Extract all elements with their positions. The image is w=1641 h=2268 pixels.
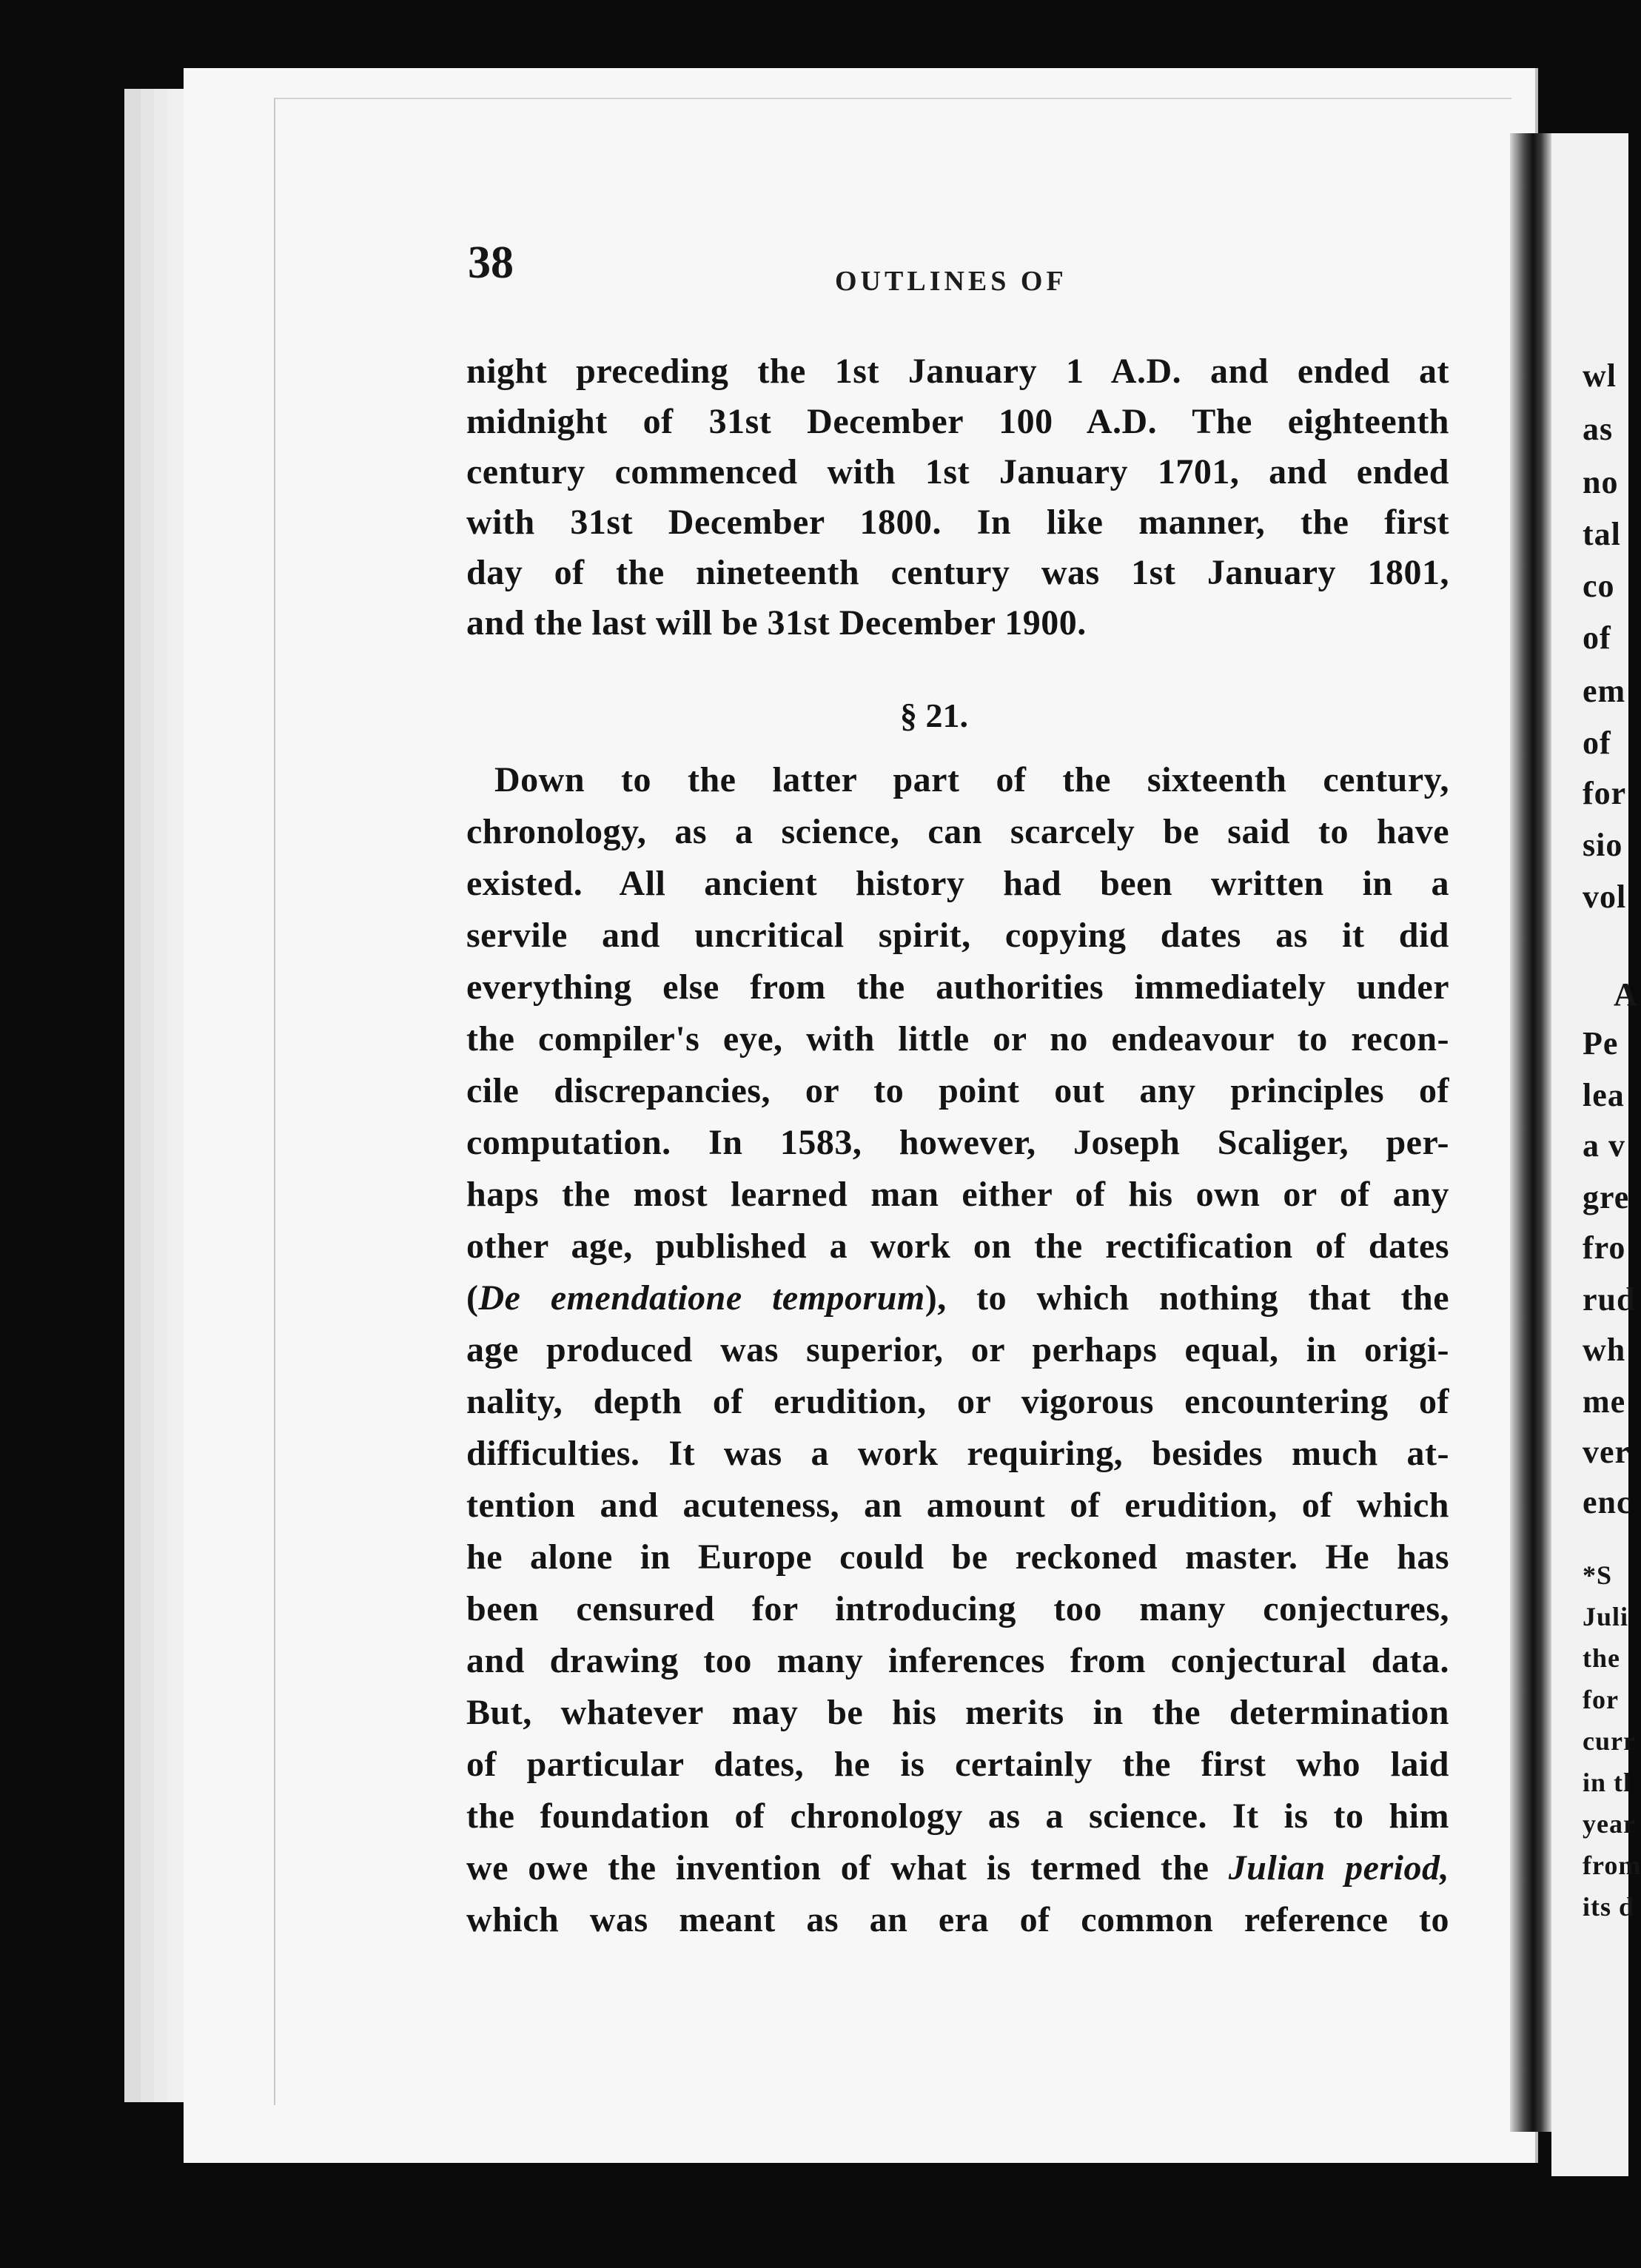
text-line-with-italic [466, 1278, 1450, 1318]
text-line: with 31st December 1800. In like manner, the first [466, 503, 1449, 542]
text-line: other age, published a work on the rectification of dates [466, 1227, 1449, 1266]
right-page-footnote: its d [1583, 1892, 1635, 1922]
right-page-fragment: co [1583, 568, 1615, 604]
page-number: 38 [468, 238, 514, 288]
right-page-fragment: of [1583, 725, 1611, 761]
text-line: of particular dates, he is certainly the first who laid [466, 1745, 1449, 1784]
text-run: ), to which nothing that the [924, 1278, 1450, 1318]
right-page-fragment: ver [1583, 1434, 1631, 1470]
right-page-fragment: sio [1583, 827, 1623, 863]
text-line: age produced was superior, or perhaps equal, in origi- [466, 1330, 1449, 1369]
right-page-footnote: in tl [1583, 1768, 1632, 1797]
text-line: computation. In 1583, however, Joseph Scaliger, per- [466, 1123, 1449, 1162]
right-page-footnote: from [1583, 1851, 1641, 1880]
text-line: the compiler's eye, with little or no endeavour to recon- [466, 1019, 1449, 1058]
right-page-fragment: wh [1583, 1332, 1626, 1368]
right-page-footnote: year [1583, 1809, 1636, 1839]
book-gutter [1510, 133, 1551, 2132]
text-line: everything else from the authorities immediately under [466, 967, 1449, 1007]
text-line: the foundation of chronology as a science. It is to him [466, 1796, 1449, 1836]
text-line: servile and uncritical spirit, copying dates as it did [466, 916, 1449, 955]
text-line: night preceding the 1st January 1 A.D. and ended at [466, 352, 1449, 391]
text-line: midnight of 31st December 100 A.D. The eighteenth [466, 402, 1449, 441]
right-page-fragment: tal [1583, 516, 1621, 552]
right-page-fragment: A [1614, 976, 1638, 1013]
text-line: century commenced with 1st January 1701, and ended [466, 452, 1449, 491]
right-page-fragment: gre [1583, 1179, 1630, 1215]
right-page-fragment: wl [1583, 358, 1617, 394]
text-run: we owe the invention of what is termed the [466, 1848, 1229, 1888]
text-line-with-italic [466, 1848, 1450, 1888]
right-page-fragment: no [1583, 464, 1619, 500]
text-line: been censured for introducing too many conjectures, [466, 1589, 1449, 1628]
text-line: which was meant as an era of common reference to [466, 1900, 1449, 1939]
right-page-fragment: me [1583, 1383, 1626, 1420]
right-page-fragment: vol [1583, 879, 1627, 915]
right-page-footnote: *S [1583, 1560, 1613, 1590]
text-line: day of the nineteenth century was 1st January 1801, [466, 553, 1449, 592]
right-page-footnote: for [1583, 1685, 1619, 1714]
right-page-fragment: lea [1583, 1077, 1625, 1113]
text-run: ( [466, 1278, 479, 1318]
right-page-fragment: rud [1583, 1281, 1636, 1318]
text-line: tention and acuteness, an amount of erudition, of which [466, 1486, 1449, 1525]
right-page-fragment: enc [1583, 1484, 1632, 1520]
right-page-fragment: for [1583, 775, 1627, 811]
right-page-footnote: curr [1583, 1726, 1636, 1756]
text-line: existed. All ancient history had been written in a [466, 864, 1449, 903]
text-line: and the last will be 31st December 1900. [466, 603, 1087, 643]
right-page-fragment: as [1583, 411, 1614, 447]
running-head: OUTLINES OF [835, 266, 1067, 297]
right-page-footnote: Juli [1583, 1602, 1629, 1631]
text-line: cile discrepancies, or to point out any principles of [466, 1071, 1449, 1110]
text-line: difficulties. It was a work requiring, besides much at- [466, 1434, 1449, 1473]
right-page-fragment: of [1583, 620, 1611, 656]
right-page-fragment: Pe [1583, 1025, 1619, 1061]
text-line: chronology, as a science, can scarcely be said to have [466, 812, 1449, 851]
text-line: he alone in Europe could be reckoned master. He has [466, 1537, 1449, 1577]
right-page-fragment: fro [1583, 1229, 1626, 1266]
text-line: Down to the latter part of the sixteenth century, [494, 760, 1449, 799]
text-line: nality, depth of erudition, or vigorous encountering of [466, 1382, 1449, 1421]
text-line: haps the most learned man either of his own or of any [466, 1175, 1449, 1214]
section-heading: § 21. [900, 697, 968, 734]
text-line: and drawing too many inferences from conjectural data. [466, 1641, 1449, 1680]
text-line: But, whatever may be his merits in the determination [466, 1693, 1449, 1732]
right-page-footnote: the [1583, 1643, 1620, 1673]
italic-title: De emendatione temporum [478, 1278, 925, 1318]
right-page-fragment: em [1583, 673, 1626, 709]
right-page-fragment: a v [1583, 1127, 1625, 1164]
italic-term: Julian period, [1228, 1848, 1450, 1888]
